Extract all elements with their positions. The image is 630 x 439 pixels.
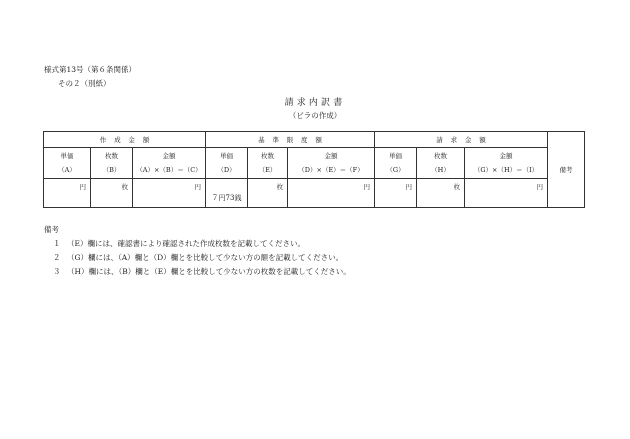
- col-header-g: 単価 （G）: [375, 148, 417, 179]
- unit-sheets: 枚: [453, 183, 460, 191]
- group-header-standard: 基準限度額: [206, 132, 375, 148]
- col-header-h: 枚数 （H）: [417, 148, 465, 179]
- standard-unit-price: ７円73銭: [211, 194, 242, 202]
- document-subtitle: （ビラの作成）: [288, 111, 342, 120]
- unit-yen: 円: [79, 183, 86, 191]
- note-item: １ （E）欄には、確認書により確認された作成枚数を記載してください。: [53, 239, 305, 248]
- unit-yen: 円: [536, 183, 543, 191]
- remarks-cell: [548, 132, 585, 208]
- input-cell-h[interactable]: [417, 179, 465, 208]
- input-cell-c[interactable]: [133, 179, 206, 208]
- unit-yen: 円: [363, 183, 370, 191]
- input-cell-i[interactable]: [465, 179, 548, 208]
- col-header-d: 単価 （D）: [206, 148, 248, 179]
- sub-number: その２（別紙）: [58, 79, 111, 88]
- input-cell-e[interactable]: [248, 179, 288, 208]
- document-title: 請求内訳書: [284, 98, 346, 108]
- claim-breakdown-table: [43, 131, 585, 208]
- col-header-i: 金額 （G）×（H）＝（I）: [465, 148, 548, 179]
- remarks-header: 備考: [559, 166, 573, 174]
- value-cell-d: [206, 179, 248, 208]
- note-item: ３ （H）欄には、（B）欄と（E）欄とを比較して少ない方の枚数を記載してください。: [53, 267, 351, 276]
- input-cell-b[interactable]: [91, 179, 133, 208]
- unit-yen: 円: [405, 183, 412, 191]
- unit-sheets: 枚: [121, 183, 128, 191]
- col-header-e: 枚数 （E）: [248, 148, 288, 179]
- col-header-c: 金額 （A）×（B）＝（C）: [133, 148, 206, 179]
- unit-yen: 円: [194, 183, 201, 191]
- input-cell-a[interactable]: [44, 179, 91, 208]
- note-item: ２ （G）欄には、（A）欄と（D）欄とを比較して少ない方の額を記載してください。: [53, 253, 344, 262]
- group-header-claim: 請求金額: [375, 132, 548, 148]
- group-header-creation: 作成金額: [44, 132, 206, 148]
- unit-sheets: 枚: [276, 183, 283, 191]
- col-header-b: 枚数 （B）: [91, 148, 133, 179]
- form-number: 様式第13号（第６条関係）: [44, 65, 137, 74]
- col-header-f: 金額 （D）×（E）＝（F）: [288, 148, 375, 179]
- input-cell-g[interactable]: [375, 179, 417, 208]
- notes-title: 備考: [44, 225, 59, 234]
- input-cell-f[interactable]: [288, 179, 375, 208]
- col-header-a: 単価 （A）: [44, 148, 91, 179]
